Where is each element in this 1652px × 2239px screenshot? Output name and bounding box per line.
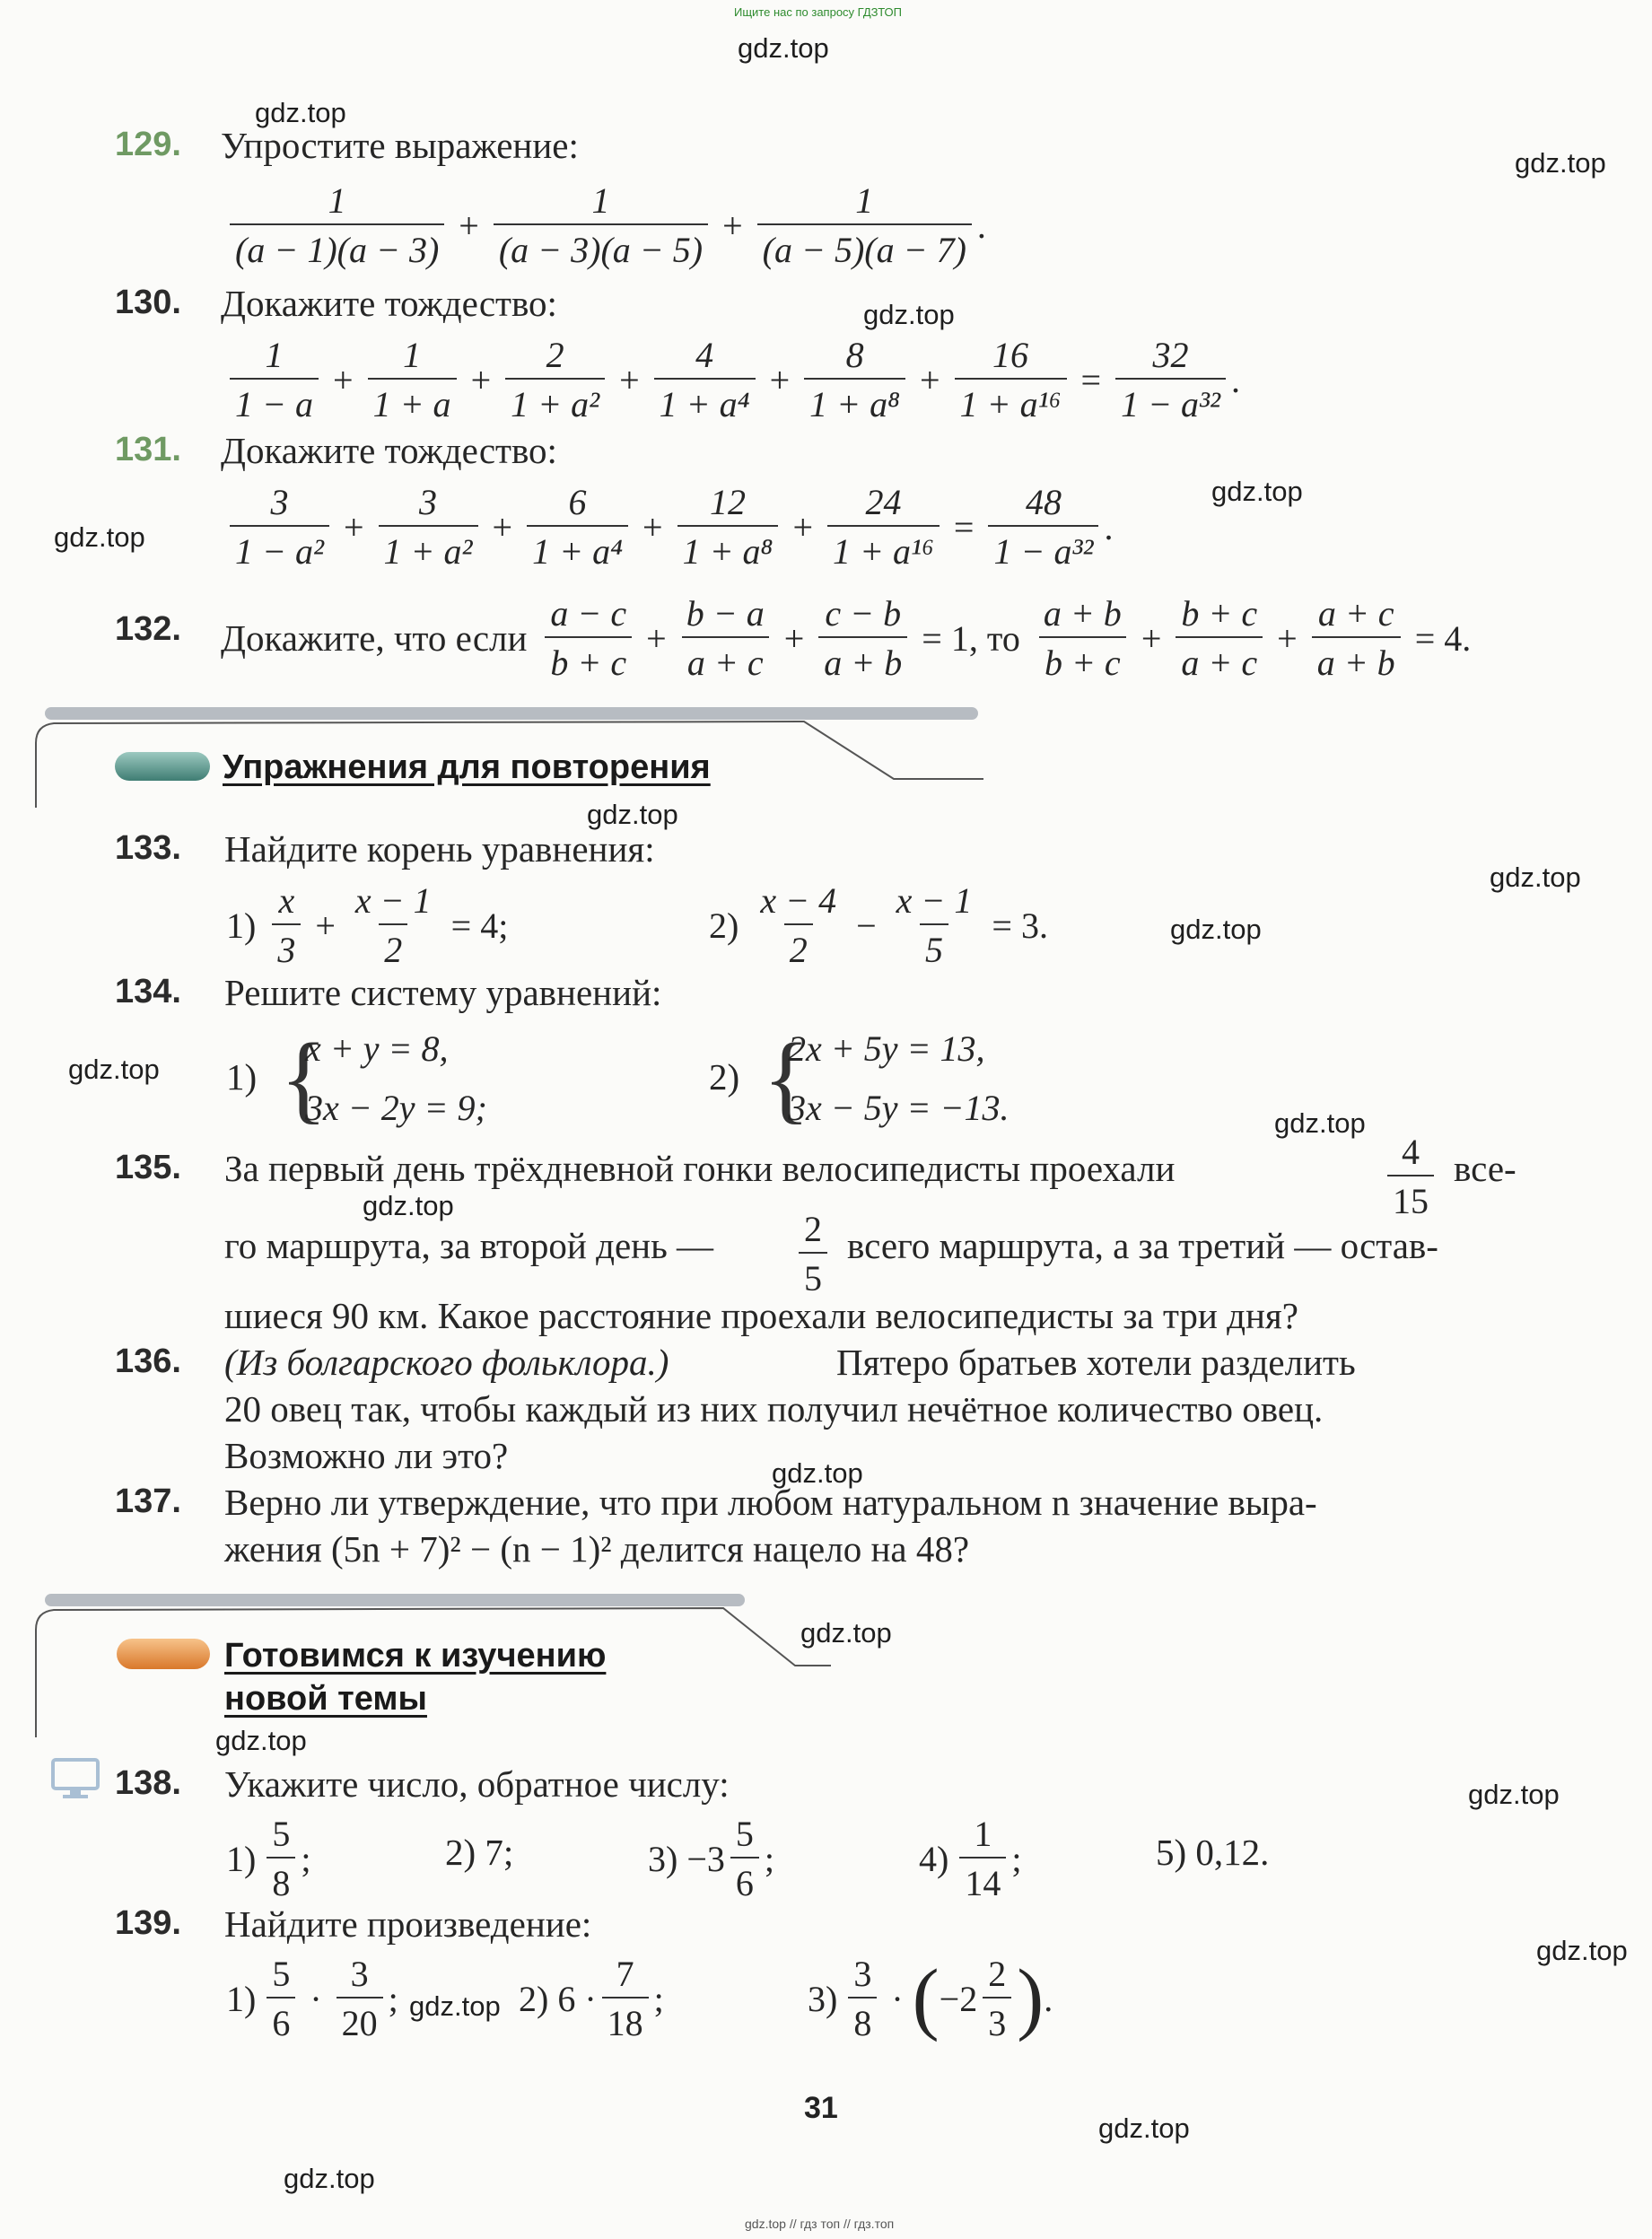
problem-text: Пятеро братьев хотели разделить [836, 1342, 1356, 1383]
formula-139-1: 1) $\frac{5}{6}$ · $\frac{3}{20}$ ; [226, 1954, 398, 2043]
formula-133-1: 1) $\frac{x}{3}$ + $\frac{x - 1}{2}$ = 4; [226, 880, 509, 970]
problem-number: 135. [115, 1149, 181, 1186]
problem-number: 130. [115, 284, 181, 321]
problem-number: 129. [115, 126, 181, 163]
problem-number: 139. [115, 1904, 181, 1942]
item-label: 1) [226, 1056, 258, 1098]
problem-text: Найдите корень уравнения: [224, 828, 655, 870]
top-watermark: Ищите нас по запросу ГДЗТОП [734, 5, 903, 19]
bottom-watermark: gdz.top // гдз топ // гдз.топ [745, 2217, 895, 2231]
watermark-label: gdz.top [54, 521, 145, 553]
problem-source: (Из болгарского фольклора.) [224, 1342, 669, 1383]
watermark-label: gdz.top [68, 1054, 160, 1085]
problem-text: шиеся 90 км. Какое расстояние проехали велосипедисты за три дня? [224, 1295, 1298, 1336]
problem-text: 20 овец так, чтобы каждый из них получил нечётное количество овец. [224, 1388, 1324, 1430]
monitor-icon [50, 1757, 101, 1800]
answer-option: 5) 0,12. [1156, 1832, 1270, 1873]
page-number: 31 [804, 2091, 838, 2125]
watermark-label: gdz.top [363, 1190, 454, 1221]
problem-number: 136. [115, 1343, 181, 1380]
problem-text: жения (5n + 7)² − (n − 1)² делится нацело на 48? [224, 1528, 970, 1570]
formula-131: $\frac{3}{\text{1 − a²}}$ + $\frac{3}{\text{1 + a²}}$ + $\frac{6}{\text{1 + a⁴}}$ + $\frac{12}{\text{1 + a⁸}}$ + $\frac{24}{\text{1 + a¹⁶}}$ = $\frac{48}{\text{1 − a³²}}$ . [224, 481, 1113, 573]
item-label: 2) [709, 1056, 740, 1098]
watermark-label: gdz.top [587, 799, 678, 830]
problem-text: всего маршрута, а за третий — остав- [847, 1225, 1438, 1266]
formula-138-3: 3) −3 $\frac{5}{6}$ ; [648, 1814, 775, 1903]
formula-139-2: 2) 6 · $\frac{7}{18}$ ; [519, 1954, 664, 2043]
system-equation: x + y = 8, [305, 1028, 449, 1069]
problem-text: Укажите число, обратное числу: [224, 1763, 730, 1805]
system-equation: 3x − 5y = −13. [788, 1088, 1010, 1128]
problem-text: го маршрута, за второй день — [224, 1225, 714, 1266]
section-title: Готовимся к изучению [224, 1637, 607, 1675]
formula-130: $\frac{1}{1 - a}$ + $\frac{1}{1 + a}$ + $\frac{2}{\text{1 + a²}}$ + $\frac{4}{\text{1 + a⁴}}$ + $\frac{8}{\text{1 + a⁸}}$ + $\frac{16}{\text{1 + a¹⁶}}$ = $\frac{32}{\text{1 − a³²}}$ . [224, 334, 1240, 425]
problem-number: 138. [115, 1764, 181, 1802]
system-equation: 3x − 2y = 9; [305, 1088, 487, 1128]
section-title: Упражнения для повторения [223, 748, 711, 786]
watermark-label: gdz.top [1468, 1779, 1560, 1810]
watermark-label: gdz.top [1515, 147, 1606, 179]
problem-text: Решите систему уравнений: [224, 972, 662, 1013]
fraction: $\frac{4}{15}$ [1382, 1131, 1439, 1222]
formula-129: $\frac{1}{(a - 1)(a - 3)}$ + $\frac{1}{(a - 3)(a - 5)}$ + $\frac{1}{(a - 5)(a - 7)}$ . [224, 179, 986, 271]
problem-text: Найдите произведение: [224, 1903, 592, 1945]
problem-text: Возможно ли это? [224, 1435, 509, 1476]
watermark-label: gdz.top [1274, 1107, 1366, 1139]
problem-text: все- [1454, 1148, 1517, 1189]
answer-option: 2) 7; [445, 1832, 514, 1873]
system-equation: 2x + 5y = 13, [788, 1028, 985, 1069]
formula-138-4: 4) $\frac{1}{14}$ ; [919, 1814, 1022, 1903]
watermark-label: gdz.top [284, 2163, 375, 2194]
fraction: $\frac{2}{5}$ [793, 1208, 833, 1299]
watermark-label: gdz.top [255, 97, 346, 128]
watermark-label: gdz.top [1211, 476, 1303, 507]
problem-text: Верно ли утверждение, что при любом натуральном n значение выра- [224, 1482, 1317, 1523]
problem-number: 132. [115, 610, 181, 648]
watermark-label: gdz.top [800, 1617, 892, 1649]
section-title: новой темы [224, 1680, 427, 1718]
section-badge-icon [117, 1639, 210, 1669]
problem-number: 137. [115, 1482, 181, 1520]
problem-text: Упростите выражение: [221, 125, 579, 166]
brace-icon: { [763, 1023, 810, 1133]
problem-text: Докажите тождество: [221, 430, 557, 471]
watermark-label: gdz.top [1170, 914, 1262, 945]
watermark-label: gdz.top [215, 1725, 307, 1756]
watermark-label: gdz.top [863, 299, 955, 330]
formula-138-1: 1) $\frac{5}{8}$ ; [226, 1814, 311, 1903]
formula-133-2: 2) $\frac{x - 4}{2}$ − $\frac{x - 1}{5}$ = 3. [709, 880, 1048, 970]
formula-132: Докажите, что если $\frac{a - c}{b + c}$ + $\frac{b - a}{a + c}$ + $\frac{c - b}{a + b}$ = 1, то $\frac{a + b}{b + c}$ + $\frac{b + c}{a + c}$ + $\frac{a + c}{a + b}$ = 4. [221, 593, 1472, 683]
problem-text: За первый день трёхдневной гонки велосипедисты проехали [224, 1148, 1176, 1189]
watermark-label: gdz.top [772, 1457, 863, 1489]
section-badge-icon [115, 752, 210, 781]
problem-number: 133. [115, 829, 181, 867]
problem-text: Докажите тождество: [221, 283, 557, 324]
watermark-label: gdz.top [738, 32, 829, 64]
formula-139-3: 3) $\frac{3}{8}$ · ( −2 $\frac{2}{3}$ ) . [808, 1954, 1053, 2043]
watermark-label: gdz.top [409, 1990, 501, 2022]
problem-number: 134. [115, 973, 181, 1010]
brace-icon: { [280, 1023, 328, 1133]
watermark-label: gdz.top [1098, 2112, 1190, 2144]
problem-number: 131. [115, 431, 181, 468]
watermark-label: gdz.top [1536, 1935, 1628, 1966]
watermark-label: gdz.top [1490, 861, 1581, 893]
